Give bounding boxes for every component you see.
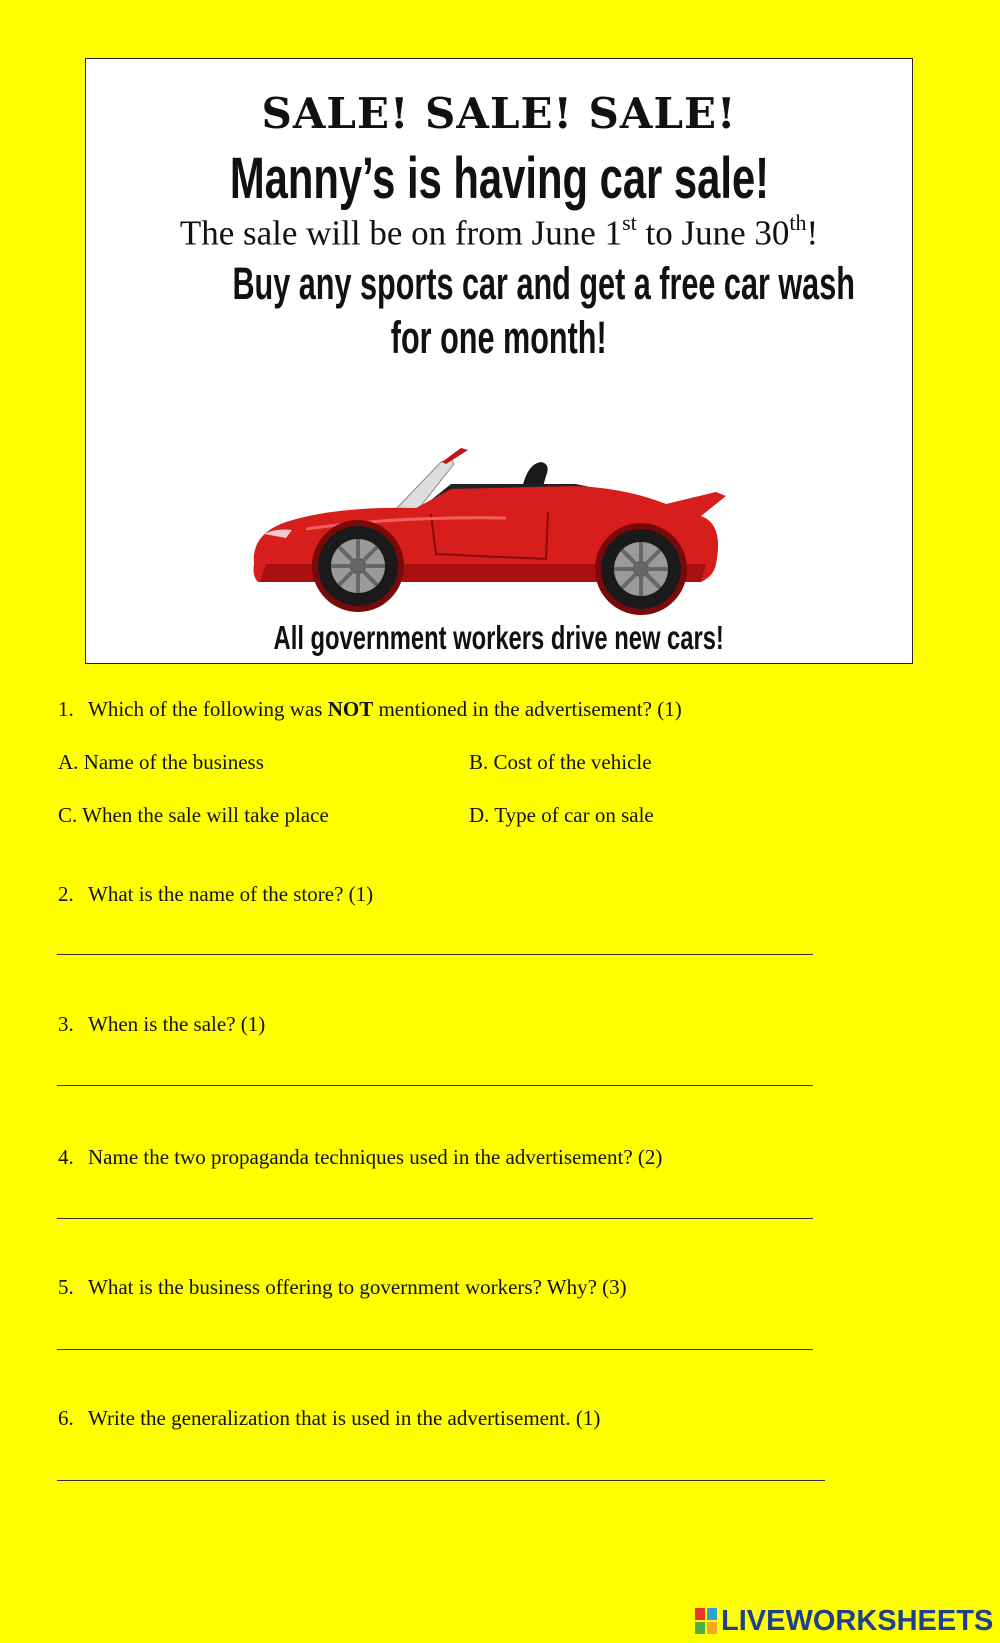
liveworksheets-logo-icon <box>695 1608 717 1634</box>
answer-line-5[interactable] <box>57 1349 813 1350</box>
ad-offer: Buy any sports car and get a free car wash for one month! <box>232 258 855 363</box>
question-2: 2. What is the name of the store? (1) <box>58 882 374 906</box>
logo-text: LIVEWORKSHEETS <box>721 1604 994 1637</box>
question-3: 3. When is the sale? (1) <box>58 1012 266 1036</box>
sports-car-image <box>246 404 766 634</box>
advertisement-box <box>85 58 913 664</box>
option-b: B. Cost of the vehicle <box>469 750 652 774</box>
sale-dates: The sale will be on from June 1st to June 30th! <box>179 210 819 253</box>
ad-headline: Manny’s is having car sale! <box>229 146 769 211</box>
answer-line-6[interactable] <box>57 1480 825 1481</box>
liveworksheets-logo <box>695 1605 993 1637</box>
answer-line-4[interactable] <box>57 1218 813 1219</box>
question-6: 6. Write the generalization that is used in the advertisement. (1) <box>58 1406 601 1430</box>
option-d: D. Type of car on sale <box>469 803 654 827</box>
question-1: 1. Which of the following was NOT mentioned in the advertisement? (1) <box>58 697 682 721</box>
ad-tagline: All government workers drive new cars! <box>273 619 725 656</box>
option-c: C. When the sale will take place <box>58 803 329 827</box>
front-wheel <box>318 526 398 606</box>
option-a: A. Name of the business <box>58 750 264 774</box>
question-5: 5. What is the business offering to government workers? Why? (3) <box>58 1275 627 1299</box>
question-4: 4. Name the two propaganda techniques used in the advertisement? (2) <box>58 1145 663 1169</box>
answer-line-2[interactable] <box>57 954 813 955</box>
sale-title: SALE! SALE! SALE! <box>261 89 737 138</box>
rear-wheel <box>601 529 681 609</box>
answer-line-3[interactable] <box>57 1085 813 1086</box>
